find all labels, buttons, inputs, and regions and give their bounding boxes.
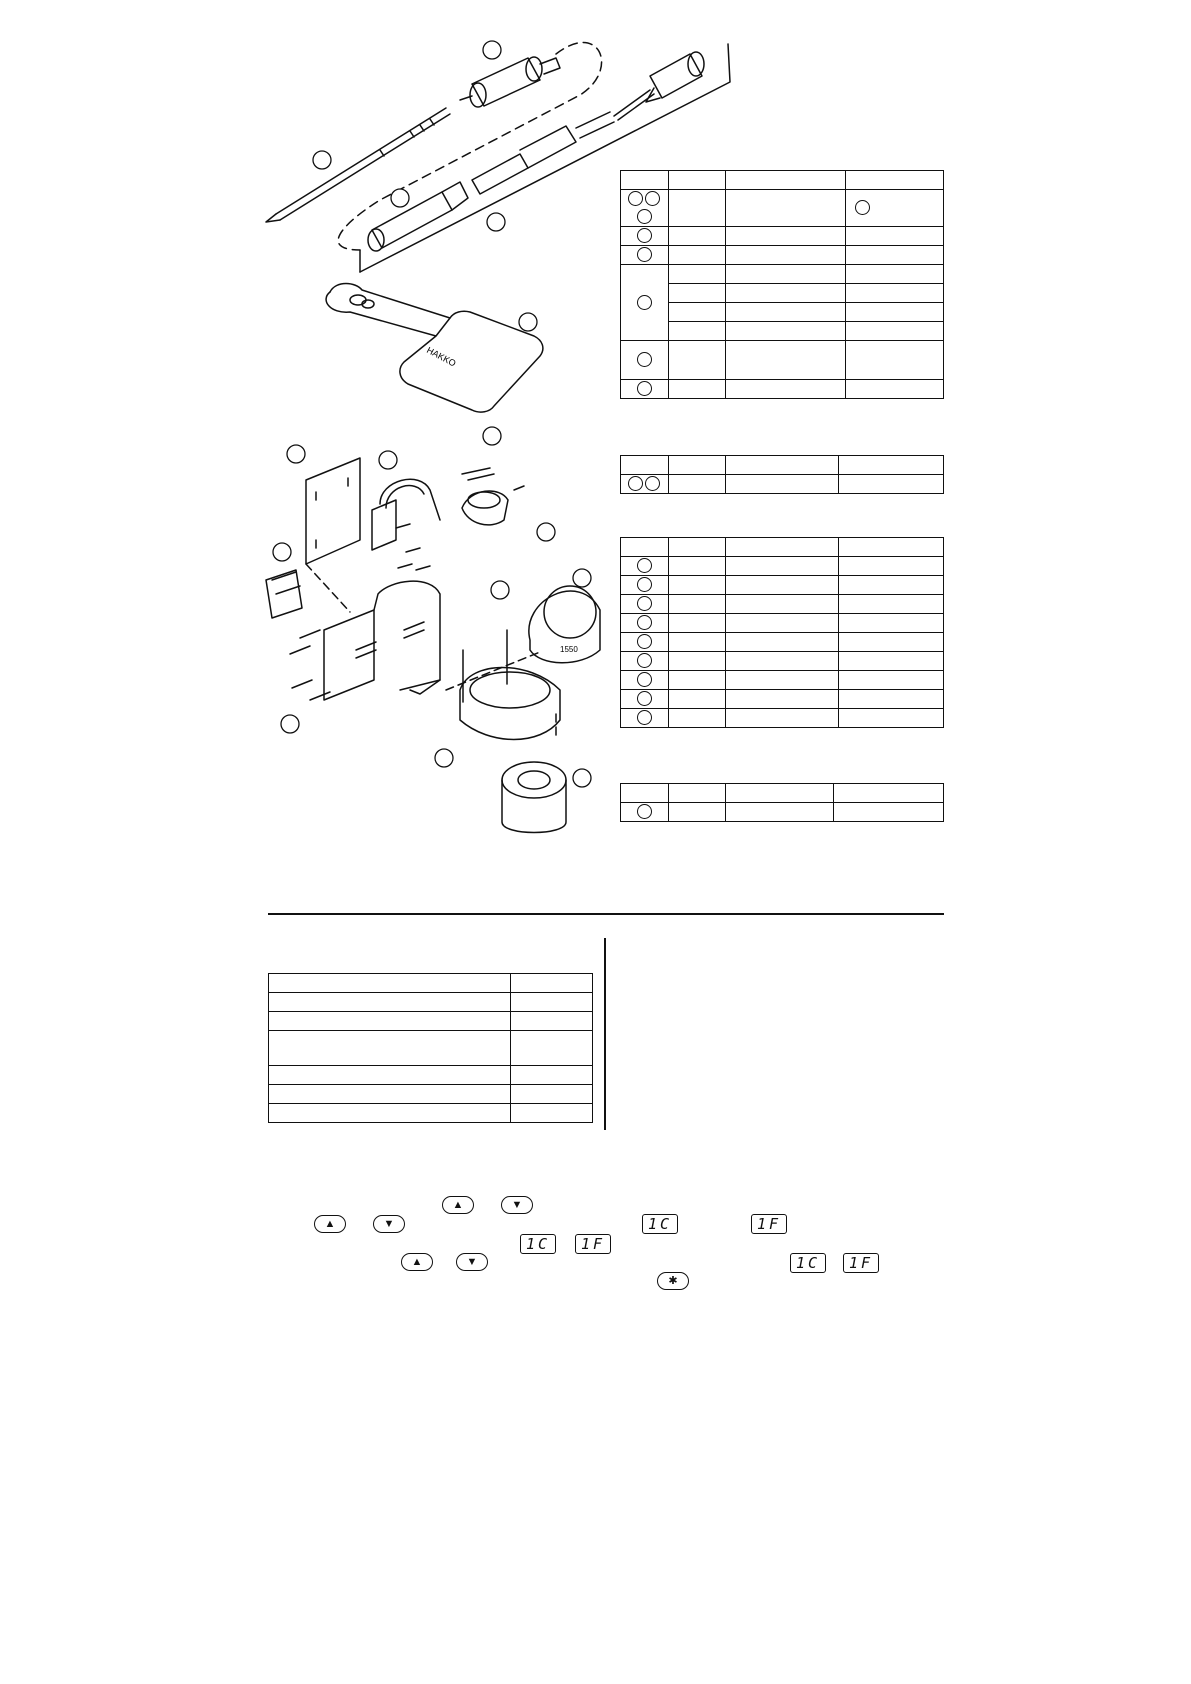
table-header-row [621,538,944,557]
fahrenheit-display-icon: 1F [843,1253,879,1273]
callout-icon [637,381,652,396]
callout-icon [637,596,652,611]
fahrenheit-display-icon: 1F [575,1234,611,1254]
fahrenheit-display-icon: 1F [751,1214,787,1234]
table-row [269,1104,593,1123]
table-row [621,303,944,322]
callout-icon [637,691,652,706]
table-row [621,341,944,380]
parts-table-cleaning-wire [620,783,944,822]
callout-icon [855,200,870,215]
table-row [621,576,944,595]
celsius-display-icon: 1C [642,1214,678,1234]
callout-icon [637,558,652,573]
up-arrow-key-icon: ▲ [314,1215,346,1233]
table-row [621,380,944,399]
table-row [621,633,944,652]
table-header-row [621,171,944,190]
table-row [621,246,944,265]
callout-circles-top [313,41,537,331]
stand-bracket-drawing [324,581,440,700]
screws-drawing [290,486,524,702]
down-arrow-key-icon: ▼ [501,1196,533,1214]
down-arrow-key-icon: ▼ [373,1215,405,1233]
wire-holder-drawing [372,479,440,550]
callout-icon [637,634,652,649]
table-row [621,265,944,284]
callout-icon [637,228,652,243]
table-row [621,595,944,614]
soldering-tip-drawing [266,108,450,222]
callout-icon [645,476,660,491]
heating-element-drawing [460,57,560,107]
table-row [621,557,944,576]
table-header-row [621,456,944,475]
callout-icon [637,653,652,668]
table-row [621,190,944,227]
table-row [621,652,944,671]
parts-table-stand [620,537,944,728]
table-row [621,475,944,494]
table-row [269,993,593,1012]
table-row [621,322,944,341]
down-arrow-key-icon: ▼ [456,1253,488,1271]
cleaning-wire-container-drawing [502,762,566,833]
table-row [269,1066,593,1085]
specifications-table [268,973,593,1123]
table-row [269,1031,593,1066]
celsius-display-icon: 1C [790,1253,826,1273]
callout-icon [645,191,660,206]
callout-icon [628,191,643,206]
back-plate-drawing [306,458,360,564]
table-row [269,1012,593,1031]
parts-table-soldering-iron [620,170,944,399]
cartridge-box-drawing [266,570,302,618]
callout-icon [637,615,652,630]
table-row [621,227,944,246]
table-row [621,671,944,690]
celsius-display-icon: 1C [520,1234,556,1254]
callout-icon [628,476,643,491]
up-arrow-key-icon: ▲ [442,1196,474,1214]
table-row [621,284,944,303]
callout-icon [637,710,652,725]
table-row [269,974,593,993]
callout-icon [637,672,652,687]
section-divider [268,913,944,915]
up-arrow-key-icon: ▲ [401,1253,433,1271]
table-row [621,803,944,822]
table-row [621,690,944,709]
star-key-icon: ✱ [657,1272,689,1290]
callout-icon [637,804,652,819]
callout-icon [637,577,652,592]
table-row [621,614,944,633]
table-row [269,1085,593,1104]
brand-mark: HAKKO [425,344,458,369]
callout-icon [637,352,652,367]
callout-icon [637,209,652,224]
tip-holder-cup-drawing [462,491,508,525]
temperature-label: 1550 [560,645,578,654]
callout-icon [637,295,652,310]
callout-icon [637,247,652,262]
table-header-row [621,784,944,803]
column-divider [604,938,606,1130]
table-row [621,709,944,728]
parts-table-holder-set [620,455,944,494]
